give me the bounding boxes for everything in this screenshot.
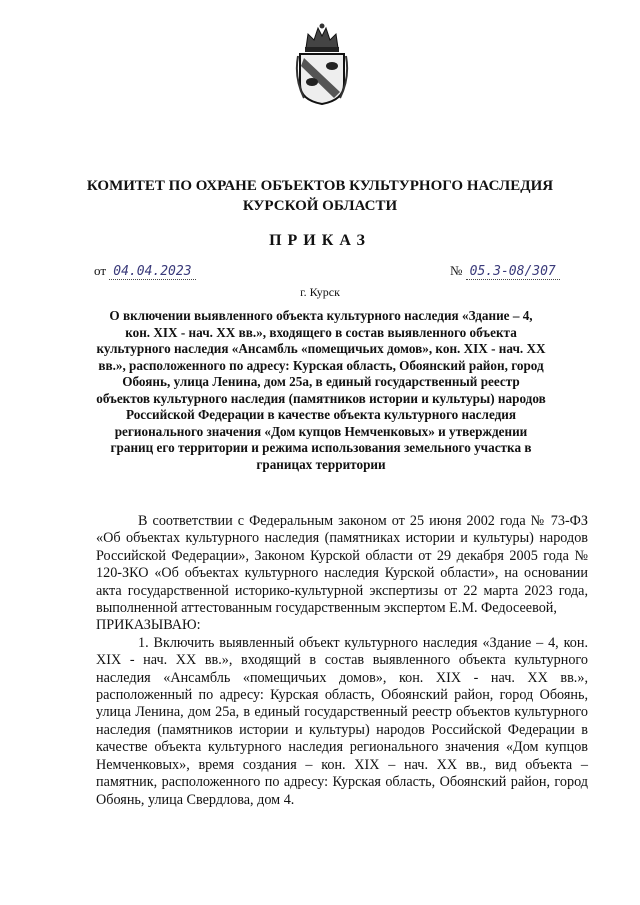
- date-value: 04.04.2023: [109, 264, 195, 280]
- order-date: [94, 263, 196, 280]
- committee-line-1: КОМИТЕТ ПО ОХРАНЕ ОБЪЕКТОВ КУЛЬТУРНОГО НАСЛЕДИЯ: [86, 178, 554, 194]
- kursk-coat-of-arms-icon: [294, 22, 350, 106]
- order-item-1: 1. Включить выявленный объект культурного наследия «Здание – 4, кон. XIX - нач. XX вв.», входящий в состав выявленного объекта культурного наследия «Ансамбль «помещичьих домов», кон. XIX - нач. XX вв.», расположенный по адресу: Курская область, Обоянский район, город Обоянь, улица Ленина, дом 25а, в единый государственный реестр объектов культурного наследия (памятников истории и культуры) народов Российской Федерации в качестве объекта культурного наследия регионального значения «Дом купцов Немченковых», время создания – кон. XIX – нач. XX вв., вид объекта – памятник, расположенного по адресу: Курская область, Обоянский район, город Обоянь, улица Свердлова, дом 4.: [96, 634, 588, 808]
- preamble-paragraph: В соответствии с Федеральным законом от 25 июня 2002 года № 73-ФЗ «Об объектах культурного наследия (памятниках истории и культуры) народов Российской Федерации», Законом Курской области от 29 декабря 2005 года № 120-ЗКО «Об объектах культурного наследия Курской области», на основании акта государственной историко-культурной экспертизы от 22 марта 2023 года, выполненной аттестованным государственным экспертом Е.М. Федосеевой,: [96, 513, 588, 617]
- order-number: [450, 263, 560, 280]
- date-prefix: от: [94, 263, 107, 278]
- committee-name: [40, 176, 600, 216]
- order-subject: О включении выявленного объекта культурного наследия «Здание – 4, кон. XIX - нач. XX вв.», входящего в состав выявленного объекта культурного наследия «Ансамбль «помещичьих домов», кон. XIX - нач. XX вв.», расположенного по адресу: Курская область, Обоянский район, город Обоянь, улица Ленина, дом 25а, в единый государственный реестр объектов культурного наследия (памятников истории и культуры) народов Российской Федерации в качестве объекта культурного наследия регионального значения «Дом купцов Немченковых» и утверждении границ его территории и режима использования земельного участка в границах территории: [96, 308, 546, 472]
- order-word: ПРИКАЗЫВАЮ:: [96, 617, 201, 634]
- order-body: [96, 513, 588, 809]
- document-type-title: ПРИКАЗ: [269, 232, 371, 249]
- committee-line-2: КУРСКОЙ ОБЛАСТИ: [242, 198, 398, 214]
- number-prefix: №: [450, 263, 463, 278]
- city-name: г. Курск: [300, 285, 340, 299]
- number-value: 05.3-08/307: [466, 264, 560, 280]
